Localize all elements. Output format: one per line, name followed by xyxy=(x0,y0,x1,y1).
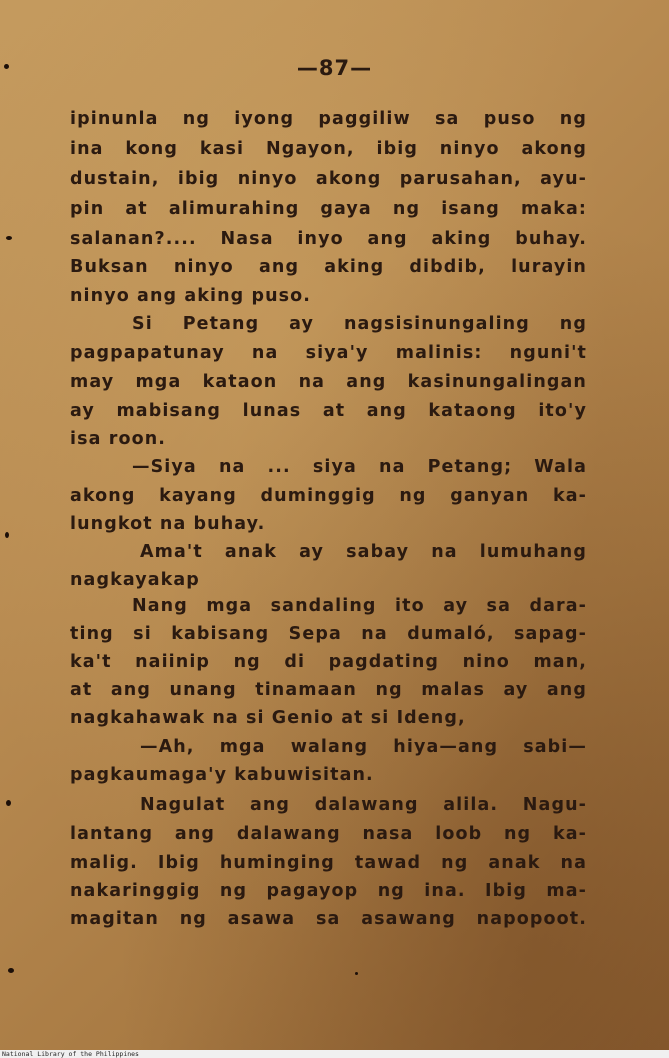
text-line: Buksan ninyo ang aking dibdib, lurayin xyxy=(70,257,587,277)
text-line: malig. Ibig huminging tawad ng anak na xyxy=(70,853,587,873)
text-line: at ang unang tinamaan ng malas ay ang xyxy=(70,680,587,700)
ink-speck xyxy=(5,532,9,538)
library-credit: National Library of the Philippines xyxy=(0,1050,669,1058)
text-line: dustain, ibig ninyo akong parusahan, ayu- xyxy=(70,169,587,189)
text-line: akong kayang duminggig ng ganyan ka- xyxy=(70,486,587,506)
ink-speck xyxy=(6,236,12,240)
ink-speck xyxy=(4,64,9,69)
text-line: ting si kabisang Sepa na dumaló, sapag- xyxy=(70,624,587,644)
ink-speck xyxy=(6,800,11,806)
ink-speck xyxy=(355,972,358,975)
text-line: ipinunla ng iyong paggiliw sa puso ng xyxy=(70,109,587,129)
text-line: nagkahawak na si Genio at si Ideng, xyxy=(70,708,466,728)
text-line: lungkot na buhay. xyxy=(70,514,266,534)
text-line: nakaringgig ng pagayop ng ina. Ibig ma- xyxy=(70,881,587,901)
text-line: —Ah, mga walang hiya—ang sabi— xyxy=(140,737,587,757)
text-line: pin at alimurahing gaya ng isang maka: xyxy=(70,199,587,219)
text-line: magitan ng asawa sa asawang napopoot. xyxy=(70,909,587,929)
text-line: ay mabisang lunas at ang kataong ito'y xyxy=(70,401,587,421)
text-line: ina kong kasi Ngayon, ibig ninyo akong xyxy=(70,139,587,159)
ink-speck xyxy=(8,968,14,973)
text-line: isa roon. xyxy=(70,429,166,449)
text-line: Si Petang ay nagsisinungaling ng xyxy=(132,314,587,334)
text-line: ninyo ang aking puso. xyxy=(70,286,312,306)
text-line: lantang ang dalawang nasa loob ng ka- xyxy=(70,824,587,844)
text-line: pagpapatunay na siya'y malinis: nguni't xyxy=(70,343,587,363)
text-line: Nagulat ang dalawang alila. Nagu- xyxy=(140,795,587,815)
page-number: —87— xyxy=(296,56,373,80)
text-line: salanan?.... Nasa inyo ang aking buhay. xyxy=(70,229,587,249)
text-line: —Siya na ... siya na Petang; Wala xyxy=(132,457,587,477)
text-line: may mga kataon na ang kasinungalingan xyxy=(70,372,587,392)
text-line: pagkaumaga'y kabuwisitan. xyxy=(70,765,374,785)
text-line: Ama't anak ay sabay na lumuhang xyxy=(140,542,587,562)
text-line: ka't naiinip ng di pagdating nino man, xyxy=(70,652,587,672)
text-line: Nang mga sandaling ito ay sa dara- xyxy=(132,596,587,616)
text-line: nagkayakap xyxy=(70,570,200,590)
